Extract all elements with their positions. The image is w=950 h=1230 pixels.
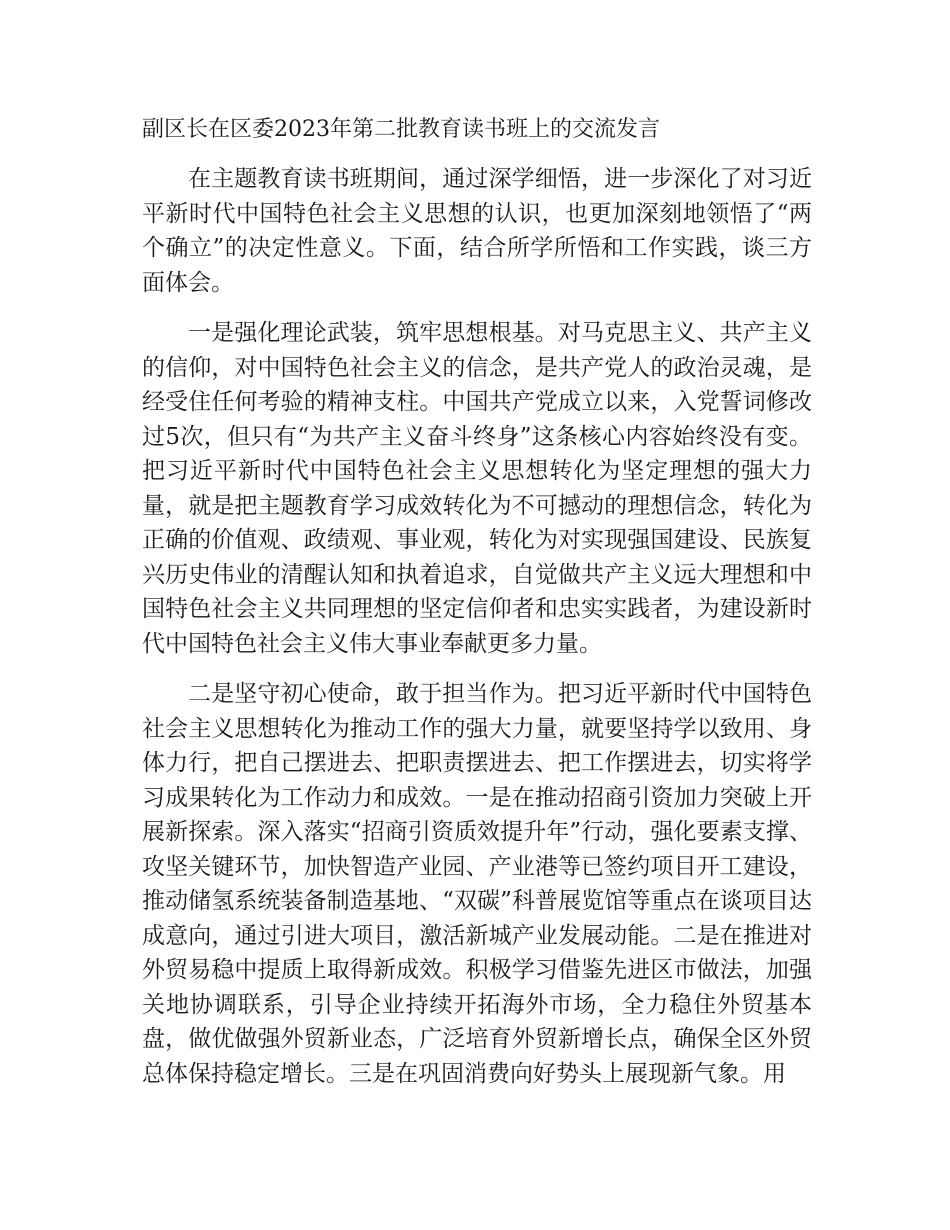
document-title: 副区长在区委2023年第二批教育读书班上的交流发言 xyxy=(142,117,660,142)
paragraph-point-one: 一是强化理论武装，筑牢思想根基。对马克思主义、共产主义的信仰，对中国特色社会主义的信念，是共产党人的政治灵魂，是经受住任何考验的精神支柱。中国共产党成立以来，入党誓词修改过5次，但只有“为共产主义奋斗终身”这条核心内容始终没有变。把习近平新时代中国特色社会主义思想转化为坚定理想的强大力量，就是把主题教育学习成效转化为不可撼动的理想信念，转化为正确的价值观、政绩观、事业观，转化为对实现强国建设、民族复兴历史伟业的清醒认知和执着追求，自觉做共产主义远大理想和中国特色社会主义共同理想的坚定信仰者和忠实实践者，为建设新时代中国特色社会主义伟大事业奉献更多力量。 xyxy=(142,320,812,657)
document-page xyxy=(142,106,812,1107)
paragraph-point-two: 二是坚守初心使命，敢于担当作为。把习近平新时代中国特色社会主义思想转化为推动工作的强大力量，就要坚持学以致用、身体力行，把自己摆进去、把职责摆进去、把工作摆进去，切实将学习成果转化为工作动力和成效。一是在推动招商引资加力突破上开展新探索。深入落实“招商引资质效提升年”行动，强化要素支撑、攻坚关键环节，加快智造产业园、产业港等已签约项目开工建设，推动储氢系统装备制造基地、“双碳”科普展览馆等重点在谈项目达成意向，通过引进大项目，激活新城产业发展动能。二是在推进对外贸易稳中提质上取得新成效。积极学习借鉴先进区市做法，加强关地协调联系，引导企业持续开拓海外市场，全力稳住外贸基本盘，做优做强外贸新业态，广泛培育外贸新增长点，确保全区外贸总体保持稳定增长。三是在巩固消费向好势头上展现新气象。用 xyxy=(142,681,812,1087)
paragraph-intro: 在主题教育读书班期间，通过深学细悟，进一步深化了对习近平新时代中国特色社会主义思想的认识，也更加深刻地领悟了“两个确立”的决定性意义。下面，结合所学所悟和工作实践，谈三方面体会。 xyxy=(142,166,812,296)
